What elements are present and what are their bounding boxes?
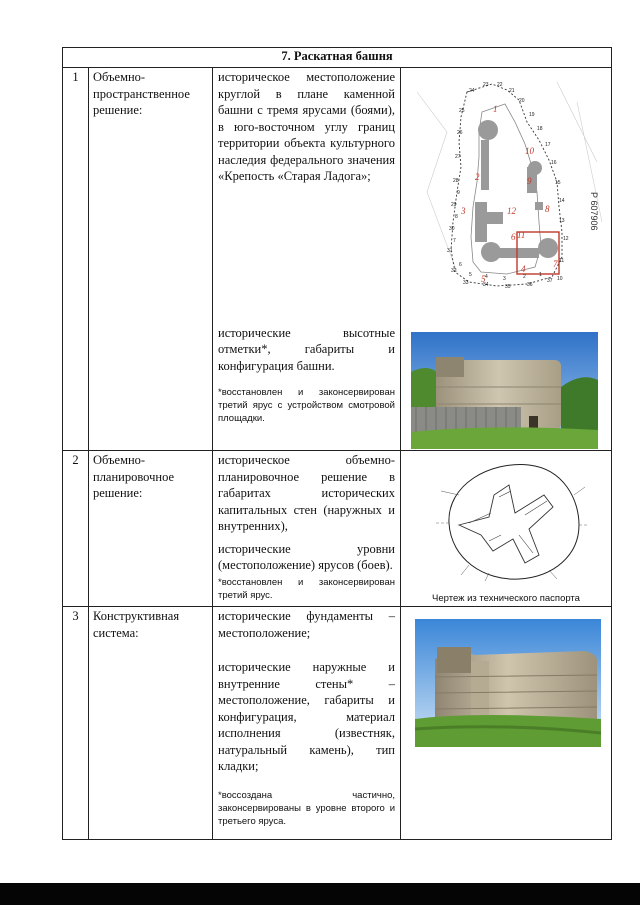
row-category: Объемно-планировочное решение: (89, 451, 213, 607)
survey-point-label: 9 (457, 190, 460, 196)
plan-number: 7 (553, 259, 558, 269)
survey-point-label: 26 (457, 130, 463, 136)
row-illustrations (401, 607, 612, 840)
table-row (63, 68, 612, 451)
survey-point-label: 27 (455, 154, 461, 160)
row-number: 2 (63, 451, 89, 607)
drawing-caption: Чертеж из технического паспорта (432, 593, 580, 604)
plan-number: 2 (475, 172, 480, 182)
tower-drawing-image (429, 455, 589, 583)
row-description (213, 451, 401, 607)
row-number: 1 (63, 68, 89, 451)
survey-point-label: 28 (453, 178, 459, 184)
description-part: исторические наружные и внутренние стены* – местоположение, габариты и конфигурация, материал исполнения (известняк, натуральный камень), тип кладки; (218, 660, 395, 773)
survey-point-label: 23 (483, 82, 489, 88)
survey-point-label: 30 (449, 226, 455, 232)
survey-point-label: 7 (453, 238, 456, 244)
survey-point-label: 5 (469, 272, 472, 278)
monument-table (62, 47, 612, 840)
survey-point-label: 6 (459, 262, 462, 268)
survey-point-label: 33 (463, 280, 469, 286)
plan-stamp: Р 607906 (589, 192, 599, 231)
plan-number: 4 (521, 264, 526, 274)
survey-point-label: 2 (523, 274, 526, 280)
survey-point-label: 10 (557, 276, 563, 282)
footnote: *воссоздана частично, законсервированы в уровне второго и третьего яруса. (218, 789, 395, 827)
description-part: исторические высотные отметки*, габариты и конфигурация башни. (218, 325, 395, 373)
survey-point-label: 15 (555, 180, 561, 186)
survey-point-label: 12 (563, 236, 569, 242)
survey-point-label: 16 (551, 160, 557, 166)
description-part: историческое объемно-планировочное решение в габаритах исторических капитальных стен (наружных и внутренних), (218, 453, 395, 533)
survey-point-label: 11 (559, 258, 565, 264)
survey-point-label: 13 (559, 218, 565, 224)
survey-point-label: 19 (529, 112, 535, 118)
description-part: исторические фундаменты – местоположение; (218, 609, 395, 640)
survey-point-label: 36 (527, 282, 533, 288)
survey-point-label: 20 (519, 98, 525, 104)
survey-point-label: 22 (497, 82, 503, 88)
scan-bottom-edge (0, 883, 640, 905)
survey-point-label: 8 (455, 214, 458, 220)
plan-number: 3 (461, 206, 466, 216)
survey-point-label: 35 (505, 284, 511, 290)
plan-number: 9 (527, 176, 532, 186)
tower-photo (411, 332, 598, 449)
footnote: *восстановлен и законсервирован третий ярус. (218, 576, 395, 601)
plan-number: 12 (507, 206, 516, 216)
survey-point-label: 24 (469, 88, 475, 94)
section-title: 7. Раскатная башня (63, 48, 612, 68)
survey-point-label: 29 (451, 202, 457, 208)
survey-point-label: 37 (547, 278, 553, 284)
survey-point-label: 34 (483, 282, 489, 288)
description-part: историческое местоположение круглой в плане каменной башни с тремя ярусами (боями), в юго-восточном углу границ территории объекта культурного наследия федерального значения «Крепость «Старая Ладога»; (218, 70, 395, 183)
table-row (63, 451, 612, 607)
survey-point-label: 18 (537, 126, 543, 132)
table-row (63, 607, 612, 840)
plan-number: 8 (545, 204, 550, 214)
row-illustrations (401, 451, 612, 607)
survey-point-label: 21 (509, 88, 515, 94)
row-description (213, 607, 401, 840)
tower-photo (415, 619, 601, 747)
survey-point-label: 4 (485, 274, 488, 280)
survey-point-label: 17 (545, 142, 551, 148)
row-description (213, 68, 401, 451)
plan-number: 6 (511, 232, 516, 242)
survey-point-label: 25 (459, 108, 465, 114)
survey-point-label: 14 (559, 198, 565, 204)
survey-point-label: 1 (539, 272, 542, 278)
row-category: Конструктивная система: (89, 607, 213, 840)
plan-number: 11 (517, 230, 526, 240)
plan-number: 5 (481, 274, 486, 284)
row-category: Объемно-пространственное решение: (89, 68, 213, 451)
footnote: *восстановлен и законсервирован третий ярус с устройством смотровой площадки. (218, 387, 395, 424)
survey-point-label: 32 (451, 268, 457, 274)
row-illustrations (401, 68, 612, 451)
row-number: 3 (63, 607, 89, 840)
survey-point-label: 31 (447, 248, 453, 254)
plan-number: 10 (525, 146, 534, 156)
plan-number: 1 (493, 104, 498, 114)
survey-point-label: 3 (503, 276, 506, 282)
fortress-plan-image (407, 72, 603, 294)
description-part: исторические уровни (местоположение) ярусов (боев). (218, 541, 395, 572)
